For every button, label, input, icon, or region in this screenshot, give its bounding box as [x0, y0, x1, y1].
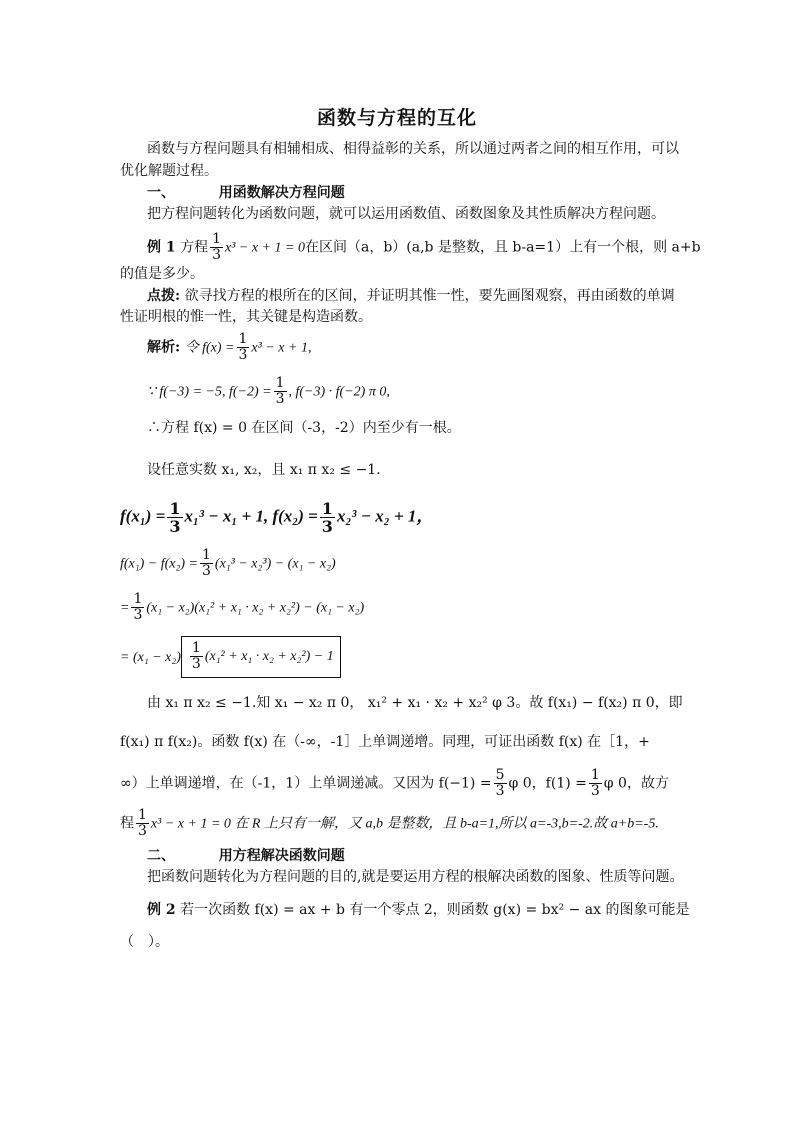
example-2-line: [147, 900, 689, 920]
final-fraction: [136, 808, 149, 839]
fraction-numerator: 1: [138, 807, 147, 823]
square-bracket: [181, 636, 341, 678]
fraction-denominator: 3: [191, 655, 201, 672]
bold-function-line: [120, 500, 433, 535]
diff-line-3: [120, 636, 341, 678]
section-1-heading: [147, 183, 345, 203]
bold-f1-tail: x₁³ − x₁ + 1, f(x₂) =: [184, 506, 318, 526]
solution-line: [147, 332, 311, 363]
example-2-line-2: （ ）。: [120, 934, 169, 950]
example-1-line: [147, 232, 701, 263]
because-line: [147, 376, 390, 407]
because-tail: , f(−3) · f(−2) π 0,: [288, 384, 390, 400]
bold-f2-tail: x₂³ − x₂ + 1，: [336, 506, 434, 526]
fraction-numerator: 1: [238, 331, 248, 347]
solution-fraction: [237, 332, 250, 363]
final-line: [120, 808, 659, 839]
hint-line-1: [147, 286, 675, 306]
assume-line: 设任意实数 x₁, x₂，且 x₁ π x₂ ≤ −1.: [147, 462, 381, 478]
bold-fraction-2: [320, 500, 335, 535]
page-title: 函数与方程的互化: [316, 107, 477, 129]
diff-3-fraction: [190, 641, 203, 672]
therefore-line: ∴方程 f(x) = 0 在区间（-3，-2）内至少有一根。: [147, 420, 461, 436]
diff-2-pre: =: [120, 600, 130, 616]
fraction-numerator: 1: [201, 547, 211, 563]
infinity-fraction-1: [494, 768, 507, 799]
hint-text-1: 欲寻找方程的根所在的区间，并证明其惟一性，要先画图观察，再由函数的单调: [184, 288, 675, 304]
hint-label: 点拨:: [147, 288, 181, 304]
fraction-numerator: 1: [191, 639, 201, 656]
fraction-numerator: 1: [212, 231, 221, 247]
diff-1-pre: f(x₁) − f(x₂) =: [120, 556, 198, 572]
diff-3-pre: = (x₁ − x₂): [120, 650, 181, 665]
infinity-fraction-2: [589, 768, 602, 799]
example-1-pre: 方程: [180, 239, 209, 256]
fraction-numerator: 1: [133, 591, 143, 607]
final-pre: 程: [120, 815, 134, 832]
infinity-pre: ∞）上单调递增，在（-1，1）上单调递减。又因为 f(−1) =: [120, 775, 492, 792]
fraction-numerator: 1: [275, 375, 285, 391]
hint-line-2: 性证明根的惟一性，其关键是构造函数。: [120, 309, 372, 325]
example-2-text: 若一次函数 f(x) = ax + b 有一个零点 2，则函数 g(x) = bx² − ax 的图象可能是: [180, 902, 690, 918]
example-1-line-2: 的值是多少。: [120, 266, 204, 282]
diff-2-fraction: [131, 592, 144, 623]
intro-line-1: 函数与方程问题具有相辅相成、相得益彰的关系，所以通过两者之间的相互作用，可以: [147, 141, 679, 157]
example-2-label: 例 2: [147, 902, 176, 918]
fraction-denominator: 3: [590, 783, 600, 799]
fraction-numerator: 5: [495, 767, 505, 783]
fraction-denominator: 3: [238, 347, 248, 363]
monotonic-line: f(x₁) π f(x₂)。函数 f(x) 在（-∞，-1］上单调递增。同理，可证出函数 f(x) 在［1，+: [120, 734, 650, 750]
bold-fraction-1: [167, 500, 182, 535]
fraction-numerator: 1: [169, 499, 181, 518]
example-1-label: 例 1: [147, 239, 176, 256]
diff-3-inner: (x₁² + x₁ · x₂ + x₂²) − 1: [204, 649, 334, 664]
section-2-text: 把函数问题转化为方程问题的目的,就是要运用方程的根解决函数的图象、性质等问题。: [147, 869, 684, 885]
solution-label: 解析:: [147, 339, 181, 356]
fraction-denominator: 3: [169, 517, 181, 536]
infinity-line: [120, 768, 669, 799]
infinity-tail: φ 0，故方: [603, 775, 669, 792]
because-fraction: [274, 376, 287, 407]
diff-1-tail: (x₁³ − x₂³) − (x₁ − x₂): [214, 556, 336, 572]
diff-line-2: [120, 592, 364, 623]
diff-1-fraction: [200, 548, 213, 579]
intro-line-2: 优化解题过程。: [120, 163, 218, 179]
section-2-number: 二、: [147, 848, 175, 864]
section-1-text: 把方程问题转化为函数问题，就可以运用函数值、函数图象及其性质解决方程问题。: [147, 206, 665, 222]
diff-line-1: [120, 548, 336, 579]
from-line: 由 x₁ π x₂ ≤ −1.知 x₁ − x₂ π 0， x₁² + x₁ · x₂ + x₂² φ 3。故 f(x₁) − f(x₂) π 0，即: [147, 695, 683, 711]
example-1-expr: x³ − x + 1 = 0: [225, 240, 305, 256]
fraction-denominator: 3: [201, 563, 211, 579]
because-pre: ∵ f(−3) = −5, f(−2) =: [147, 384, 272, 400]
bold-f1: f(x₁) =: [120, 506, 166, 526]
solution-let-tail: x³ − x + 1,: [251, 340, 312, 356]
final-tail: x³ − x + 1 = 0 在 R 上只有一解，又 a,b 是整数，且 b-a=1,所以 a=-3,b=-2.故 a+b=-5.: [150, 816, 659, 832]
fraction-denominator: 3: [212, 247, 221, 263]
example-1-post: 在区间（a，b）(a,b 是整数，且 b-a=1）上有一个根，则 a+b: [304, 239, 701, 256]
section-1-title: 用函数解决方程问题: [218, 185, 345, 201]
fraction-denominator: 3: [495, 783, 505, 799]
example-1-fraction: [210, 232, 223, 263]
diff-2-tail: (x₁ − x₂)(x₁² + x₁ · x₂ + x₂²) − (x₁ − x₂): [146, 600, 365, 616]
fraction-denominator: 3: [275, 391, 285, 407]
solution-let: 令 f(x) =: [184, 340, 235, 356]
fraction-denominator: 3: [138, 823, 147, 839]
fraction-denominator: 3: [321, 517, 333, 536]
section-1-number: 一、: [147, 185, 175, 201]
section-2-heading: [147, 846, 345, 866]
infinity-mid: φ 0，f(1) =: [508, 775, 587, 792]
fraction-denominator: 3: [133, 607, 143, 623]
fraction-numerator: 1: [590, 767, 600, 783]
section-2-title: 用方程解决函数问题: [218, 848, 345, 864]
fraction-numerator: 1: [321, 499, 333, 518]
